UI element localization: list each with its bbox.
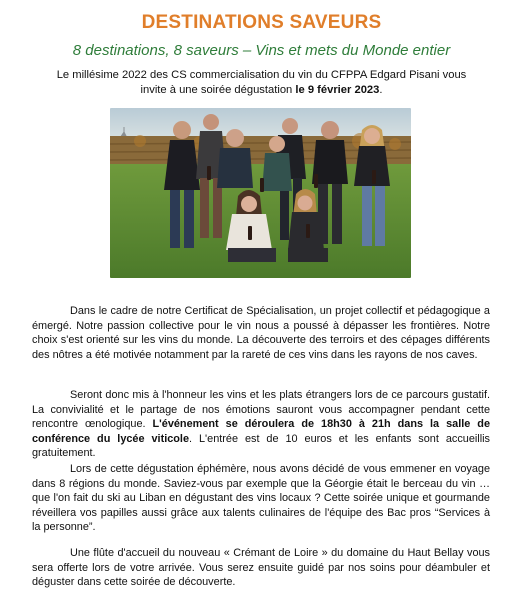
paragraph-event [32, 388, 490, 461]
event-time-location: L'événement se déroulera de 18h30 à 21h dans la salle de conférence du lycée viticole [32, 418, 490, 445]
paragraph-welcome [32, 546, 490, 590]
group-photo-illustration [110, 108, 411, 278]
paragraph-4-text: Une flûte d'accueil du nouveau « Crémant de Loire » du domaine du Haut Bellay vous sera offerte lors de votre arrivée. Vous serez ensuite guidé par nos soins pour déambuler et déguster dans cette soirée de découverte. [32, 547, 490, 589]
paragraph-2-text-a: Seront donc mis à l'honneur les vins et les plats étrangers lors de ce parcours gustatif. La convivialité et le partage de nos émotions sauront vous accompagner pendant cette rencontre œnologique. [32, 389, 490, 431]
page-subtitle: 8 destinations, 8 saveurs – Vins et mets du Monde entier [72, 42, 451, 59]
paragraph-1-text: Dans le cadre de notre Certificat de Spécialisation, un projet collectif et pédagogique a émergé. Notre passion collective pour le vin nous a poussé à dépasser les frontières. Notre choix s'est orienté sur les vins du monde. La découverte des terroirs et des cépages différents des nôtres a été motivée notamment par la rareté de ces vins dans les rayons de nos caves. [32, 305, 490, 361]
paragraph-2-text-b: . L'entrée est de 10 euros et les enfants sont accueillis gratuitement. [32, 432, 490, 460]
intro-line-2: invite à une soirée dégustation [140, 84, 296, 96]
group-photo [110, 108, 411, 278]
paragraph-context [32, 304, 490, 362]
intro-line-2-end: . [379, 84, 383, 96]
intro-line-1: Le millésime 2022 des CS commercialisation du vin du CFPPA Edgard Pisani vous [56, 69, 467, 81]
paragraph-3-text: Lors de cette dégustation éphémère, nous avons décidé de vous emmener en voyage dans 8 régions du monde. Saviez-vous par exemple que la Géorgie était le berceau du vin … que l'on fait du ski au Liban en dégustant des vins locaux ? Cette soirée unique et gourmande réveillera vos papilles aussi grâce aux talents culinaires de l'équipe des Bac pros “Services à la personne”. [32, 463, 490, 534]
intro-text [36, 68, 487, 98]
page-title: DESTINATIONS SAVEURS [141, 12, 382, 33]
paragraph-journey [32, 462, 490, 535]
event-date: le 9 février 2023 [295, 84, 380, 96]
